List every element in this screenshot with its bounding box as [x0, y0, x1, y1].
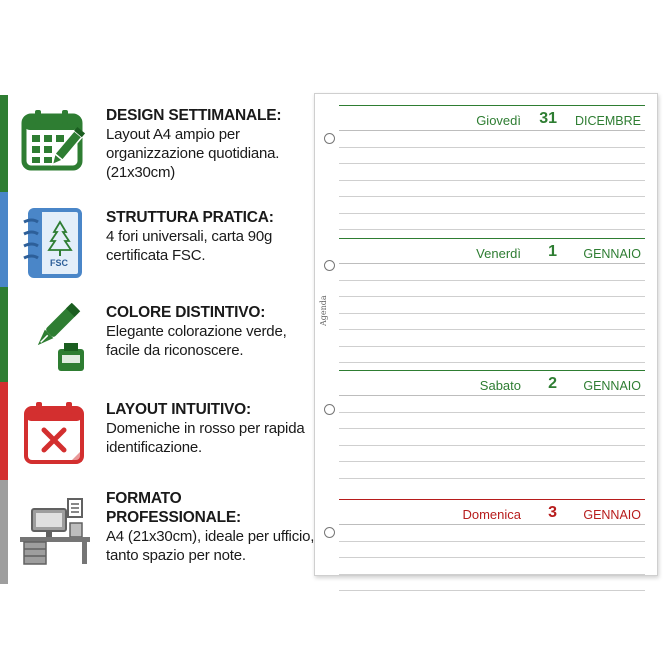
strip-green-2 — [0, 287, 8, 382]
note-line — [339, 197, 645, 214]
feature-structure — [20, 208, 310, 298]
note-line — [339, 525, 645, 542]
feature-desc: Domeniche in rosso per rapida identificazione. — [106, 420, 305, 456]
note-line — [339, 462, 645, 479]
note-line — [339, 396, 645, 413]
note-line — [339, 413, 645, 430]
pen-ink-icon — [20, 303, 92, 375]
note-line — [339, 164, 645, 181]
note-lines — [339, 131, 645, 230]
strip-green — [0, 95, 8, 192]
note-lines — [339, 396, 645, 479]
feature-desc: 4 fori universali, carta 90g certificata FSC. — [106, 228, 273, 264]
note-line — [339, 558, 645, 575]
strip-blue — [0, 192, 8, 287]
day-month: GENNAIO — [583, 508, 641, 522]
note-line — [339, 281, 645, 298]
day-name: Sabato — [479, 378, 521, 393]
strip-red — [0, 382, 8, 480]
note-line — [339, 429, 645, 446]
day-name: Domenica — [462, 507, 521, 522]
feature-desc: Elegante colorazione verde, facile da riconoscere. — [106, 323, 287, 359]
calendar-pencil-icon — [20, 106, 92, 178]
feature-title: STRUTTURA PRATICA: — [106, 209, 274, 226]
note-line — [339, 330, 645, 347]
fsc-label: FSC — [50, 258, 68, 268]
binder-hole — [324, 527, 335, 538]
note-line — [339, 542, 645, 559]
day-header — [339, 238, 645, 264]
note-line — [339, 575, 645, 592]
day-section — [339, 499, 645, 591]
note-line — [339, 314, 645, 331]
day-month: DICEMBRE — [575, 114, 641, 128]
note-line — [339, 297, 645, 314]
note-lines — [339, 264, 645, 363]
brand-logo: Agenda — [319, 295, 328, 326]
day-header — [339, 499, 645, 525]
note-line — [339, 131, 645, 148]
day-header — [339, 105, 645, 131]
binder-hole — [324, 133, 335, 144]
day-number: 2 — [548, 375, 557, 392]
feature-title: FORMATO PROFESSIONALE: — [106, 490, 241, 526]
day-number: 31 — [539, 110, 557, 127]
day-number: 1 — [548, 243, 557, 260]
day-section — [339, 238, 645, 363]
note-lines — [339, 525, 645, 591]
binder-hole — [324, 260, 335, 271]
feature-desc: Layout A4 ampio per organizzazione quotidiana. (21x30cm) — [106, 126, 280, 181]
planner-page — [314, 93, 658, 576]
day-header — [339, 370, 645, 396]
feature-color — [20, 303, 310, 393]
feature-title: DESIGN SETTIMANALE: — [106, 107, 282, 124]
office-desk-icon — [20, 495, 92, 567]
day-number: 3 — [548, 504, 557, 521]
note-line — [339, 181, 645, 198]
binder-hole — [324, 404, 335, 415]
note-line — [339, 214, 645, 231]
day-section — [339, 105, 645, 230]
day-name: Venerdì — [476, 246, 521, 261]
feature-design — [20, 106, 310, 196]
day-month: GENNAIO — [583, 247, 641, 261]
strip-gray — [0, 480, 8, 584]
day-name: Giovedì — [476, 113, 521, 128]
day-month: GENNAIO — [583, 379, 641, 393]
note-line — [339, 264, 645, 281]
note-line — [339, 347, 645, 364]
note-line — [339, 446, 645, 463]
day-section — [339, 370, 645, 479]
feature-title: COLORE DISTINTIVO: — [106, 304, 266, 321]
feature-title: LAYOUT INTUITIVO: — [106, 401, 252, 418]
fsc-binder-icon — [20, 208, 92, 280]
feature-format — [20, 489, 315, 579]
calendar-x-icon — [20, 400, 92, 472]
feature-desc: A4 (21x30cm), ideale per ufficio, tanto spazio per note. — [106, 528, 315, 564]
note-line — [339, 148, 645, 165]
feature-layout — [20, 400, 310, 490]
